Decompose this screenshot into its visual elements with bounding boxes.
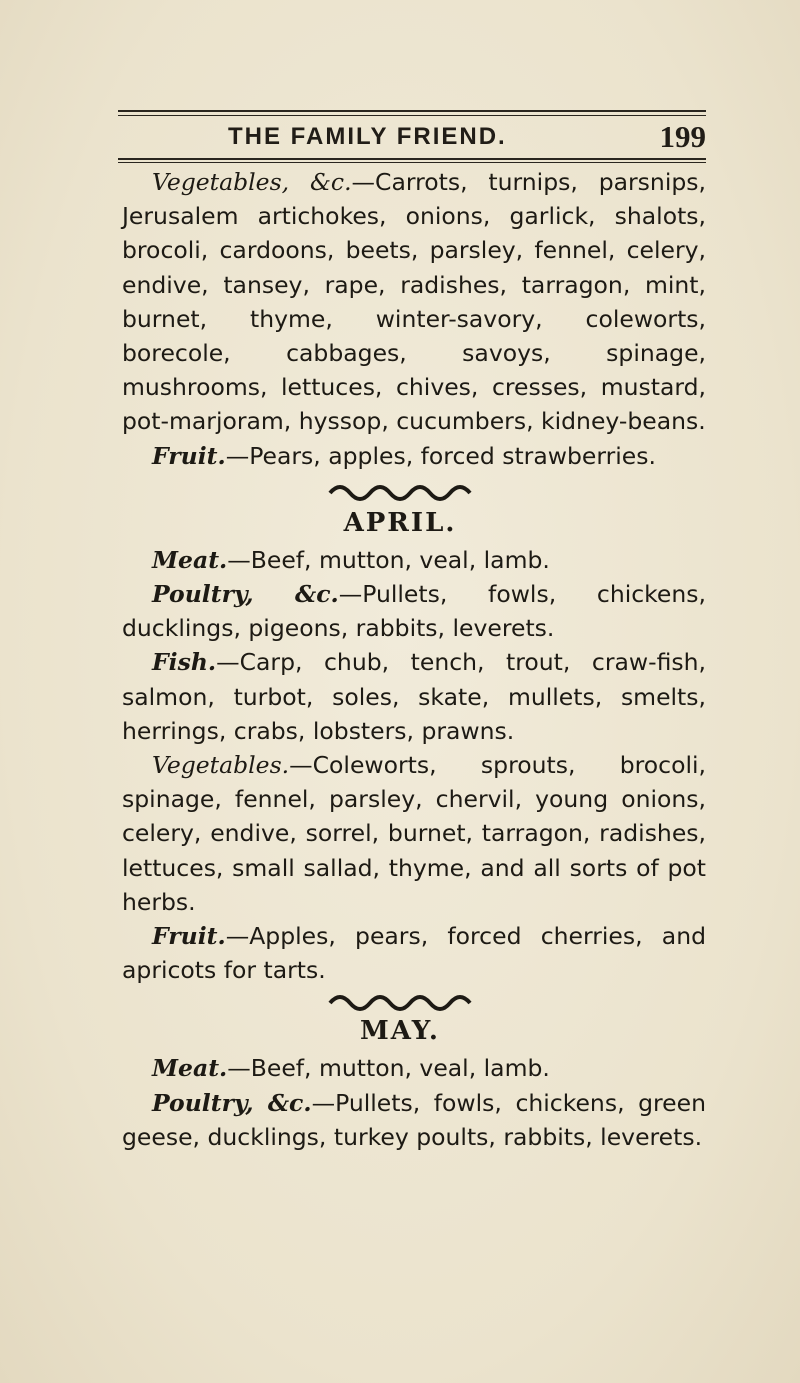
entry-text: —Carrots, turnips, parsnips, Jerusalem artichokes, onions, garlick, shalots, brocoli, cardoons, beets, parsley, fennel, celery, endive, tansey, rape, radishes, tarragon, mint, burnet, thyme, winter-savory, coleworts, borecole, cabbages, savoys, spinage, mushrooms, lettuces, chives, cresses, mustard, pot-marjoram, hyssop, cucumbers, kidney-beans. <box>122 168 706 436</box>
entry-text: —Coleworts, sprouts, brocoli, spinage, fennel, parsley, chervil, young onions, celery, endive, sorrel, burnet, tarragon, radishes, lettuces, small sallad, thyme, and all sorts of pot herbs. <box>122 751 706 916</box>
header-rule <box>118 158 706 160</box>
paragraph-march-fruit <box>0 439 800 473</box>
top-rule-thin <box>118 115 706 116</box>
header-rule-thin <box>118 162 706 163</box>
entry-text: —Apples, pears, forced cherries, and apricots for tarts. <box>122 922 706 985</box>
page-header <box>0 119 800 159</box>
entry-text: —Beef, mutton, veal, lamb. <box>227 545 550 574</box>
running-title: THE FAMILY FRIEND. <box>228 123 507 150</box>
entry-label: Fruit. <box>152 441 226 470</box>
paragraph-april-fish <box>0 645 800 748</box>
entry-label: Meat. <box>152 545 228 574</box>
paragraph-april-poultry <box>0 577 800 645</box>
entry-text: —Pullets, fowls, chickens, ducklings, pigeons, rabbits, leverets. <box>122 580 706 643</box>
ornament-divider <box>320 987 480 1011</box>
paragraph-march-vegetables <box>0 165 800 439</box>
entry-text: —Beef, mutton, veal, lamb. <box>227 1054 550 1083</box>
page-number: 199 <box>659 119 706 154</box>
entry-label: Vegetables. <box>152 751 290 780</box>
paragraph-may-meat <box>0 1051 800 1085</box>
paragraph-may-poultry <box>0 1086 800 1154</box>
entry-text: —Pullets, fowls, chickens, green geese, ducklings, turkey poults, rabbits, leverets. <box>122 1088 706 1151</box>
paragraph-april-meat <box>0 543 800 577</box>
entry-label: Fruit. <box>152 922 226 951</box>
entry-label: Poultry, &c. <box>152 1088 312 1117</box>
entry-text: —Carp, chub, tench, trout, craw-fish, salmon, turbot, soles, skate, mullets, smelts, herrings, crabs, lobsters, prawns. <box>122 648 706 745</box>
page-body <box>0 165 800 1154</box>
section-title-may: MAY. <box>360 1016 440 1047</box>
entry-label: Poultry, &c. <box>152 580 339 609</box>
section-title-april: APRIL. <box>343 507 457 538</box>
top-rule <box>118 110 706 112</box>
ornament-divider <box>320 473 480 503</box>
entry-label: Fish. <box>152 648 217 677</box>
entry-text: —Pears, apples, forced strawberries. <box>225 441 656 470</box>
paragraph-april-vegetables <box>0 748 800 919</box>
paragraph-april-fruit <box>0 919 800 987</box>
entry-label: Meat. <box>152 1054 228 1083</box>
entry-label: Vegetables, &c. <box>152 168 352 196</box>
